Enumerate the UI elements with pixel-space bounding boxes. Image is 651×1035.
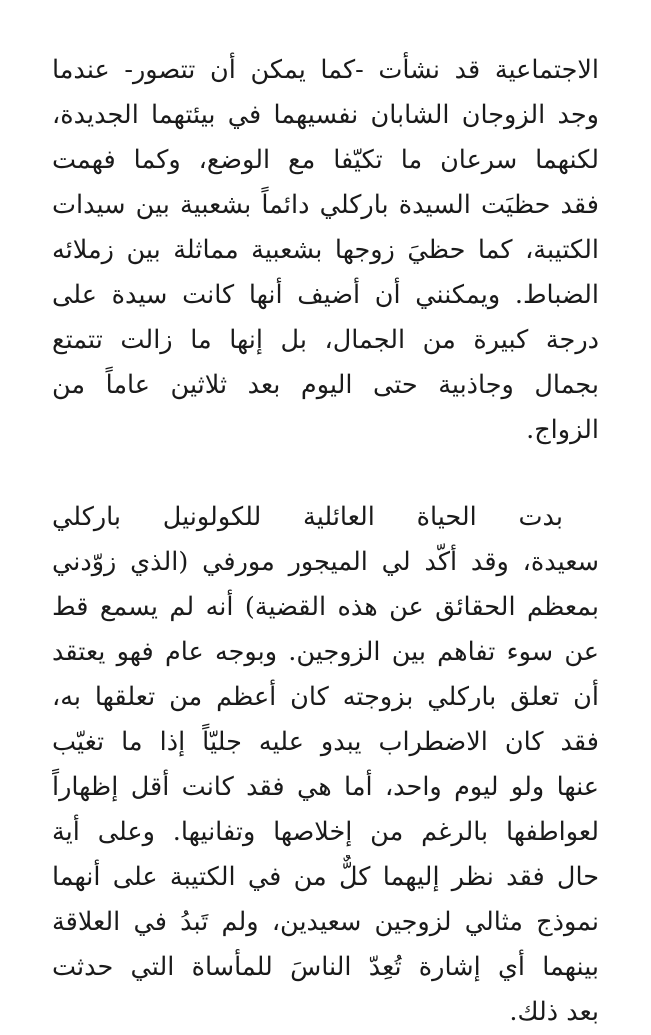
text-line: أن تعلق باركلي بزوجته كان أعظم من تعلقها به، <box>52 682 599 712</box>
text-line: لكنهما سرعان ما تكيّفا مع الوضع، وكما فهمت <box>52 145 599 175</box>
text-line: بمعظم الحقائق عن هذه القضية) أنه لم يسمع قط <box>52 592 599 622</box>
text-line: درجة كبيرة من الجمال، بل إنها ما زالت تتمتع <box>52 325 599 355</box>
text-line: الاجتماعية قد نشأت -كما يمكن أن تتصور- عندما <box>52 55 599 85</box>
text-line: عنها ولو ليوم واحد، أما هي فقد كانت أقل إظهاراً <box>52 772 599 802</box>
document-page <box>52 48 599 1035</box>
text-line: نموذج مثالي لزوجين سعيدين، ولم تَبدُ في العلاقة <box>52 907 599 937</box>
text-line: الزواج. <box>526 415 599 445</box>
paragraph-2 <box>52 495 599 1035</box>
text-line: عن سوء تفاهم بين الزوجين. وبوجه عام فهو يعتقد <box>52 637 599 667</box>
text-line: الضباط. ويمكنني أن أضيف أنها كانت سيدة على <box>52 280 599 310</box>
paragraph-spacer <box>52 453 599 495</box>
text-line: لعواطفها بالرغم من إخلاصها وتفانيها. وعلى أية <box>52 817 599 847</box>
text-line: بدت الحياة العائلية للكولونيل باركلي <box>52 502 563 532</box>
text-line: وجد الزوجان الشابان نفسيهما في بيئتهما الجديدة، <box>52 100 599 130</box>
text-line: بينهما أي إشارة تُعِدّ الناسَ للمأساة التي حدثت <box>52 952 599 982</box>
text-line: حال فقد نظر إليهما كلٌّ من في الكتيبة على أنهما <box>52 862 599 892</box>
text-line: فقد حظيَت السيدة باركلي دائماً بشعبية بين سيدات <box>52 190 599 220</box>
text-line: سعيدة، وقد أكّد لي الميجور مورفي (الذي زوّدني <box>52 547 599 577</box>
paragraph-1 <box>52 48 599 453</box>
text-line: الكتيبة، كما حظيَ زوجها بشعبية مماثلة بين زملائه <box>52 235 599 265</box>
text-line: بعد ذلك. <box>509 997 599 1027</box>
text-line: بجمال وجاذبية حتى اليوم بعد ثلاثين عاماً من <box>52 370 599 400</box>
text-line: فقد كان الاضطراب يبدو عليه جليّاً إذا ما تغيّب <box>52 727 599 757</box>
